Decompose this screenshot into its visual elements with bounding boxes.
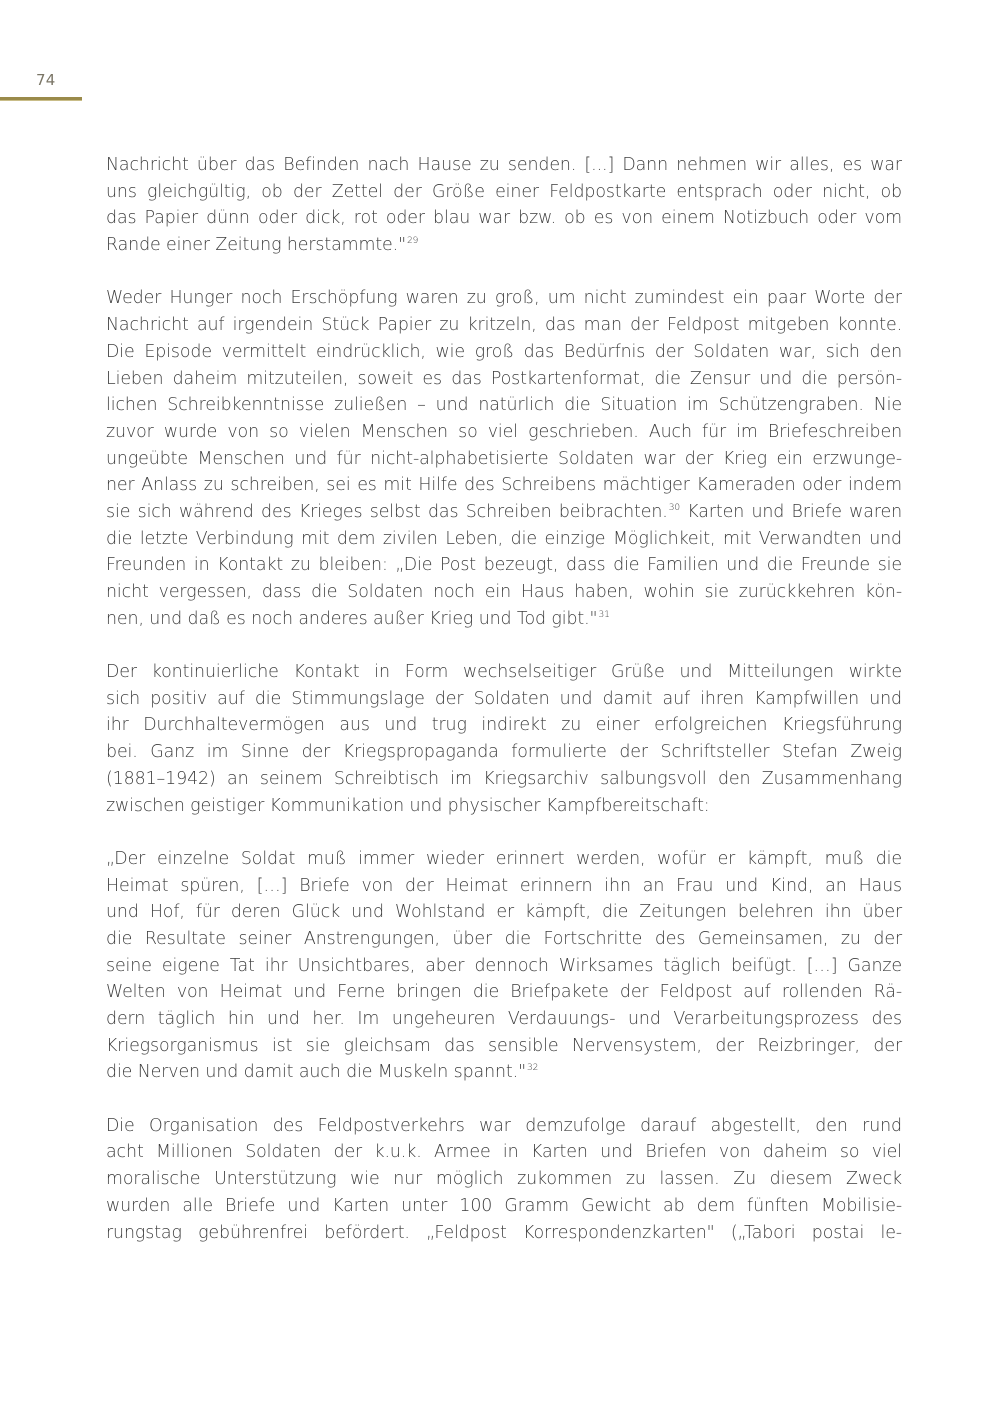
text-line: die Resultate seiner Anstrengungen, über die Fortschritte des Gemeinsamen, zu der — [106, 928, 902, 949]
body-text — [106, 152, 902, 1246]
text-line: Welten von Heimat und Ferne bringen die Briefpakete der Feldpost auf rollenden Rä- — [106, 982, 902, 1003]
text-line: ungeübte Menschen und für nicht-alphabetisierte Soldaten war der Krieg ein erzwunge- — [106, 448, 902, 469]
text-line: (1881–1942) an seinem Schreibtisch im Kriegsarchiv salbungsvoll den Zusammenhang — [106, 768, 902, 789]
text-line: Nachricht über das Befinden nach Hause zu senden. [...] Dann nehmen wir alles, es war — [106, 155, 902, 175]
paragraph-gap — [106, 259, 902, 286]
footnote-mark: 32 — [526, 1063, 539, 1074]
footnote-mark: 30 — [668, 502, 680, 513]
text-line: zwischen geistiger Kommunikation und physischer Kampfbereitschaft: — [106, 795, 710, 816]
paragraph — [106, 659, 902, 819]
text-line — [106, 1059, 902, 1086]
text-line: dern täglich hin und her. Im ungeheuren Verdauungs- und Verarbeitungsprozess des — [106, 1009, 902, 1029]
paragraph-gap — [106, 819, 902, 846]
footnote-mark: 29 — [406, 236, 419, 247]
text-line: Nachricht auf irgendein Stück Papier zu kritzeln, das man der Feldpost mitgeben konnte. — [106, 315, 902, 336]
text-line: Weder Hunger noch Erschöpfung waren zu groß, um nicht zumindest ein paar Worte der — [106, 288, 902, 309]
text-line — [106, 606, 902, 633]
paragraph — [106, 1113, 902, 1246]
paragraph — [106, 152, 902, 259]
text-fragment: sie sich während des Krieges selbst das Schreiben beibrachten. — [106, 501, 668, 522]
text-fragment: nen, und daß es noch anderes außer Krieg und Tod gibt." — [106, 608, 598, 629]
text-line: Die Organisation des Feldpostverkehrs war demzufolge darauf abgestellt, den rund — [106, 1115, 902, 1136]
paragraph — [106, 285, 902, 632]
text-line: Der kontinuierliche Kontakt in Form wechselseitiger Grüße und Mitteilungen wirkte — [106, 662, 902, 683]
text-line — [106, 232, 902, 259]
text-fragment: Rande einer Zeitung herstammte." — [106, 235, 406, 256]
text-line: lichen Schreibkenntnisse zuließen – und natürlich die Situation im Schützengraben. Nie — [106, 395, 902, 416]
text-line: das Papier dünn oder dick, rot oder blau war bzw. ob es von einem Notizbuch oder vom — [106, 208, 902, 229]
text-line: Freunden in Kontakt zu bleiben: „Die Post bezeugt, dass die Familien und die Freunde sie — [106, 555, 902, 576]
text-line: bei. Ganz im Sinne der Kriegspropaganda formulierte der Schriftsteller Stefan Zweig — [106, 742, 902, 763]
text-line: ner Anlass zu schreiben, sei es mit Hilfe des Schreibens mächtiger Kameraden oder indem — [106, 475, 902, 496]
text-line: Lieben daheim mitzuteilen, soweit es das Postkartenformat, die Zensur und die persön- — [106, 368, 902, 389]
footnote-mark: 31 — [598, 609, 610, 620]
text-line: ihr Durchhaltevermögen aus und trug indirekt zu einer erfolgreichen Kriegsführung — [106, 715, 902, 736]
text-line: Die Episode vermittelt eindrücklich, wie groß das Bedürfnis der Soldaten war, sich den — [106, 341, 902, 362]
text-line: rungstag gebührenfrei befördert. „Feldpost Korrespondenzkarten" („Tabori postai le- — [106, 1222, 902, 1243]
text-line: Kriegsorganismus ist sie gleichsam das sensible Nervensystem, der Reizbringer, der — [106, 1035, 902, 1056]
text-line: uns gleichgültig, ob der Zettel der Größe einer Feldpostkarte entsprach oder nicht, ob — [106, 181, 902, 202]
text-fragment: die Nerven und damit auch die Muskeln spannt." — [106, 1062, 526, 1083]
text-line: zuvor wurde von so vielen Menschen so viel geschrieben. Auch für im Briefeschreiben — [106, 421, 902, 442]
text-line: die letzte Verbindung mit dem zivilen Leben, die einzige Möglichkeit, mit Verwandten und — [106, 528, 902, 549]
text-line: und Hof, für deren Glück und Wohlstand er kämpft, die Zeitungen belehren ihn über — [106, 902, 902, 923]
text-line: moralische Unterstützung wie nur möglich zukommen zu lassen. Zu diesem Zweck — [106, 1169, 902, 1190]
header-rule — [0, 97, 82, 101]
text-line: sich positiv auf die Stimmungslage der Soldaten und damit auf ihren Kampfwillen und — [106, 688, 902, 709]
text-line: Heimat spüren, […] Briefe von der Heimat erinnern ihn an Frau und Kind, an Haus — [106, 875, 902, 896]
text-line: wurden alle Briefe und Karten unter 100 Gramm Gewicht ab dem fünften Mobilisie- — [106, 1195, 902, 1216]
paragraph-gap — [106, 632, 902, 659]
page-number: 74 — [36, 71, 56, 89]
text-fragment: Karten und Briefe waren — [679, 501, 903, 522]
text-line — [106, 499, 902, 526]
text-line: „Der einzelne Soldat muß immer wieder erinnert werden, wofür er kämpft, muß die — [106, 848, 902, 869]
paragraph-gap — [106, 1086, 902, 1113]
text-line: acht Millionen Soldaten der k.u.k. Armee in Karten und Briefen von daheim so viel — [106, 1142, 902, 1163]
text-line: nicht vergessen, dass die Soldaten noch ein Haus haben, wohin sie zurückkehren kön- — [106, 582, 902, 602]
text-line: seine eigene Tat ihr Unsichtbares, aber dennoch Wirksames täglich beifügt. […] Ganze — [106, 955, 902, 976]
quotation-paragraph — [106, 846, 902, 1086]
